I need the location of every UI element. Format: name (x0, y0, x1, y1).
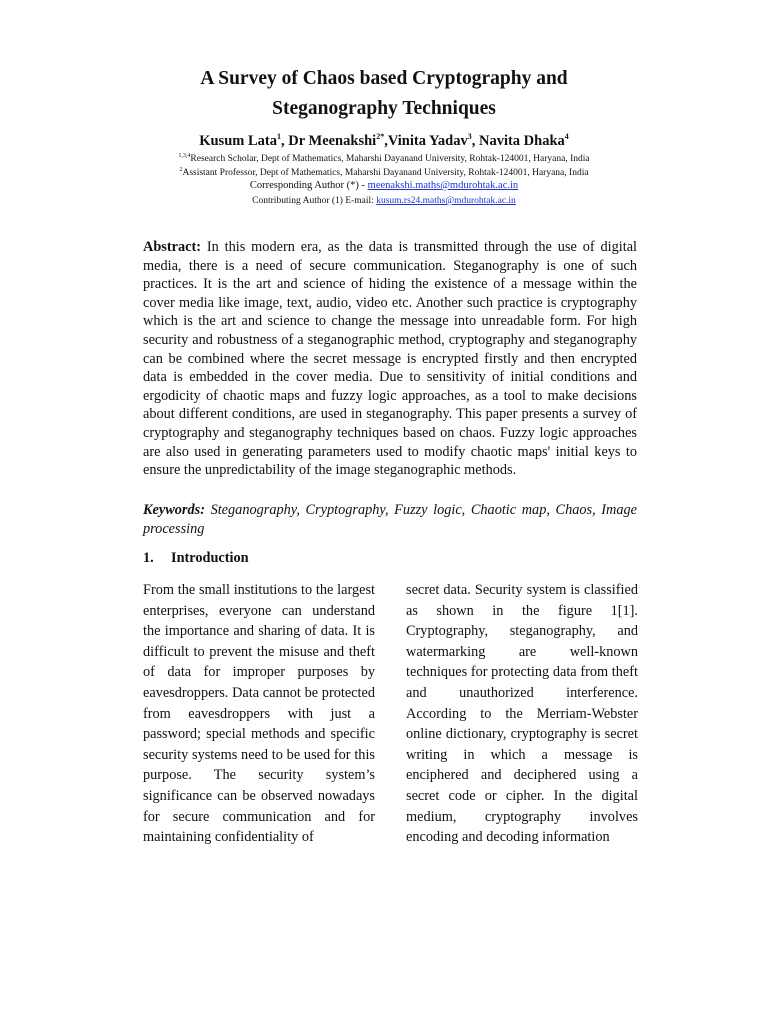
abstract-text: In this modern era, as the data is transmitted through the use of digital media, there is a need of secure communication. Steganography is one of such practices. It is the art and science of hiding the existence of a message within the cover media like image, text, audio, video etc. Another such practice is cryptography which is the art and science to change the message into unreadable form. For high security and robustness of a steganographic method, cryptography and steganography can be combined where the secret message is encrypted firstly and then encrypted data is embedded in the cover media. Due to sensitivity of initial conditions and ergodicity of chaotic maps and fuzzy logic approaches, as a tool to make decisions about different conditions, are used in steganography. This paper presents a survey of cryptography and steganography techniques based on chaos. Fuzzy logic approaches are also used in generating parameters used to modify chaotic maps' initial keys to ensure the unpredictability of the image steganographic methods. (143, 239, 638, 479)
paper-title (0, 64, 768, 124)
contributing-label: Contributing Author (1) E-mail: (252, 196, 377, 206)
author-sup: 4 (564, 132, 569, 142)
abstract (143, 238, 637, 480)
keywords (143, 501, 637, 538)
section-title: Introduction (171, 550, 249, 566)
keywords-text: Steganography, Cryptography, Fuzzy logic, Chaotic map, Chaos, Image processing (143, 502, 637, 537)
title-line-2: Steganography Techniques (272, 98, 496, 119)
author-name: Kusum Lata (199, 133, 277, 149)
affiliation-1 (0, 153, 768, 165)
affiliation-1-text: Research Scholar, Dept of Mathematics, Maharshi Dayanand University, Rohtak-124001, Haryana, India (190, 154, 590, 164)
corresponding-author (0, 180, 768, 191)
author-sup: 1 (276, 132, 281, 142)
corresponding-email-link[interactable]: meenakshi.maths@mdurohtak.ac.in (367, 180, 519, 191)
abstract-label: Abstract: (143, 239, 201, 255)
affiliation-1-sup: 1,3,4 (178, 152, 191, 159)
contributing-email-link[interactable]: kusum.rs24.maths@mdurohtak.ac.in (376, 196, 516, 206)
section-heading-introduction (143, 550, 249, 567)
author-name: Navita Dhaka (478, 133, 565, 149)
affiliation-2 (0, 167, 768, 179)
affiliation-2-text: Assistant Professor, Dept of Mathematics, Maharshi Dayanand University, Rohtak-124001, Haryana, India (182, 168, 589, 178)
author-name: Vinita Yadav (387, 133, 468, 149)
author-separator: , (384, 133, 388, 149)
corresponding-label: Corresponding Author (*) - (249, 180, 368, 191)
intro-column-left: From the small institutions to the largest enterprises, everyone can understand the importance and sharing of data. It is difficult to prevent the misuse and theft of data for improper purposes by eavesdroppers. Data cannot be protected from eavesdroppers with just a password; special methods and specific security systems need to be used for this purpose. The security system’s significance can be observed nowadays for secure communication and for maintaining confidentiality of (143, 582, 375, 846)
keywords-label: Keywords: (143, 502, 205, 518)
author-sup: 2* (376, 132, 385, 142)
contributing-author (0, 196, 768, 206)
author-separator: , (471, 133, 479, 149)
author-separator: , (280, 133, 289, 149)
affiliation-2-sup: 2 (179, 166, 183, 173)
author-list (0, 133, 768, 150)
intro-column-right: secret data. Security system is classified as shown in the figure 1[1]. Cryptography, steganography, and watermarking are well-known techniques for protecting data from theft and unauthorized interference. According to the Merriam-Webster online dictionary, cryptography is secret writing in which a message is enciphered and deciphered using a secret code or cipher. In the digital medium, cryptography involves encoding and decoding information (406, 582, 638, 846)
section-number: 1. (143, 550, 154, 566)
author-sup: 3 (467, 132, 472, 142)
author-name: Dr Meenakshi (288, 133, 377, 149)
title-line-1: A Survey of Chaos based Cryptography and (200, 68, 568, 89)
